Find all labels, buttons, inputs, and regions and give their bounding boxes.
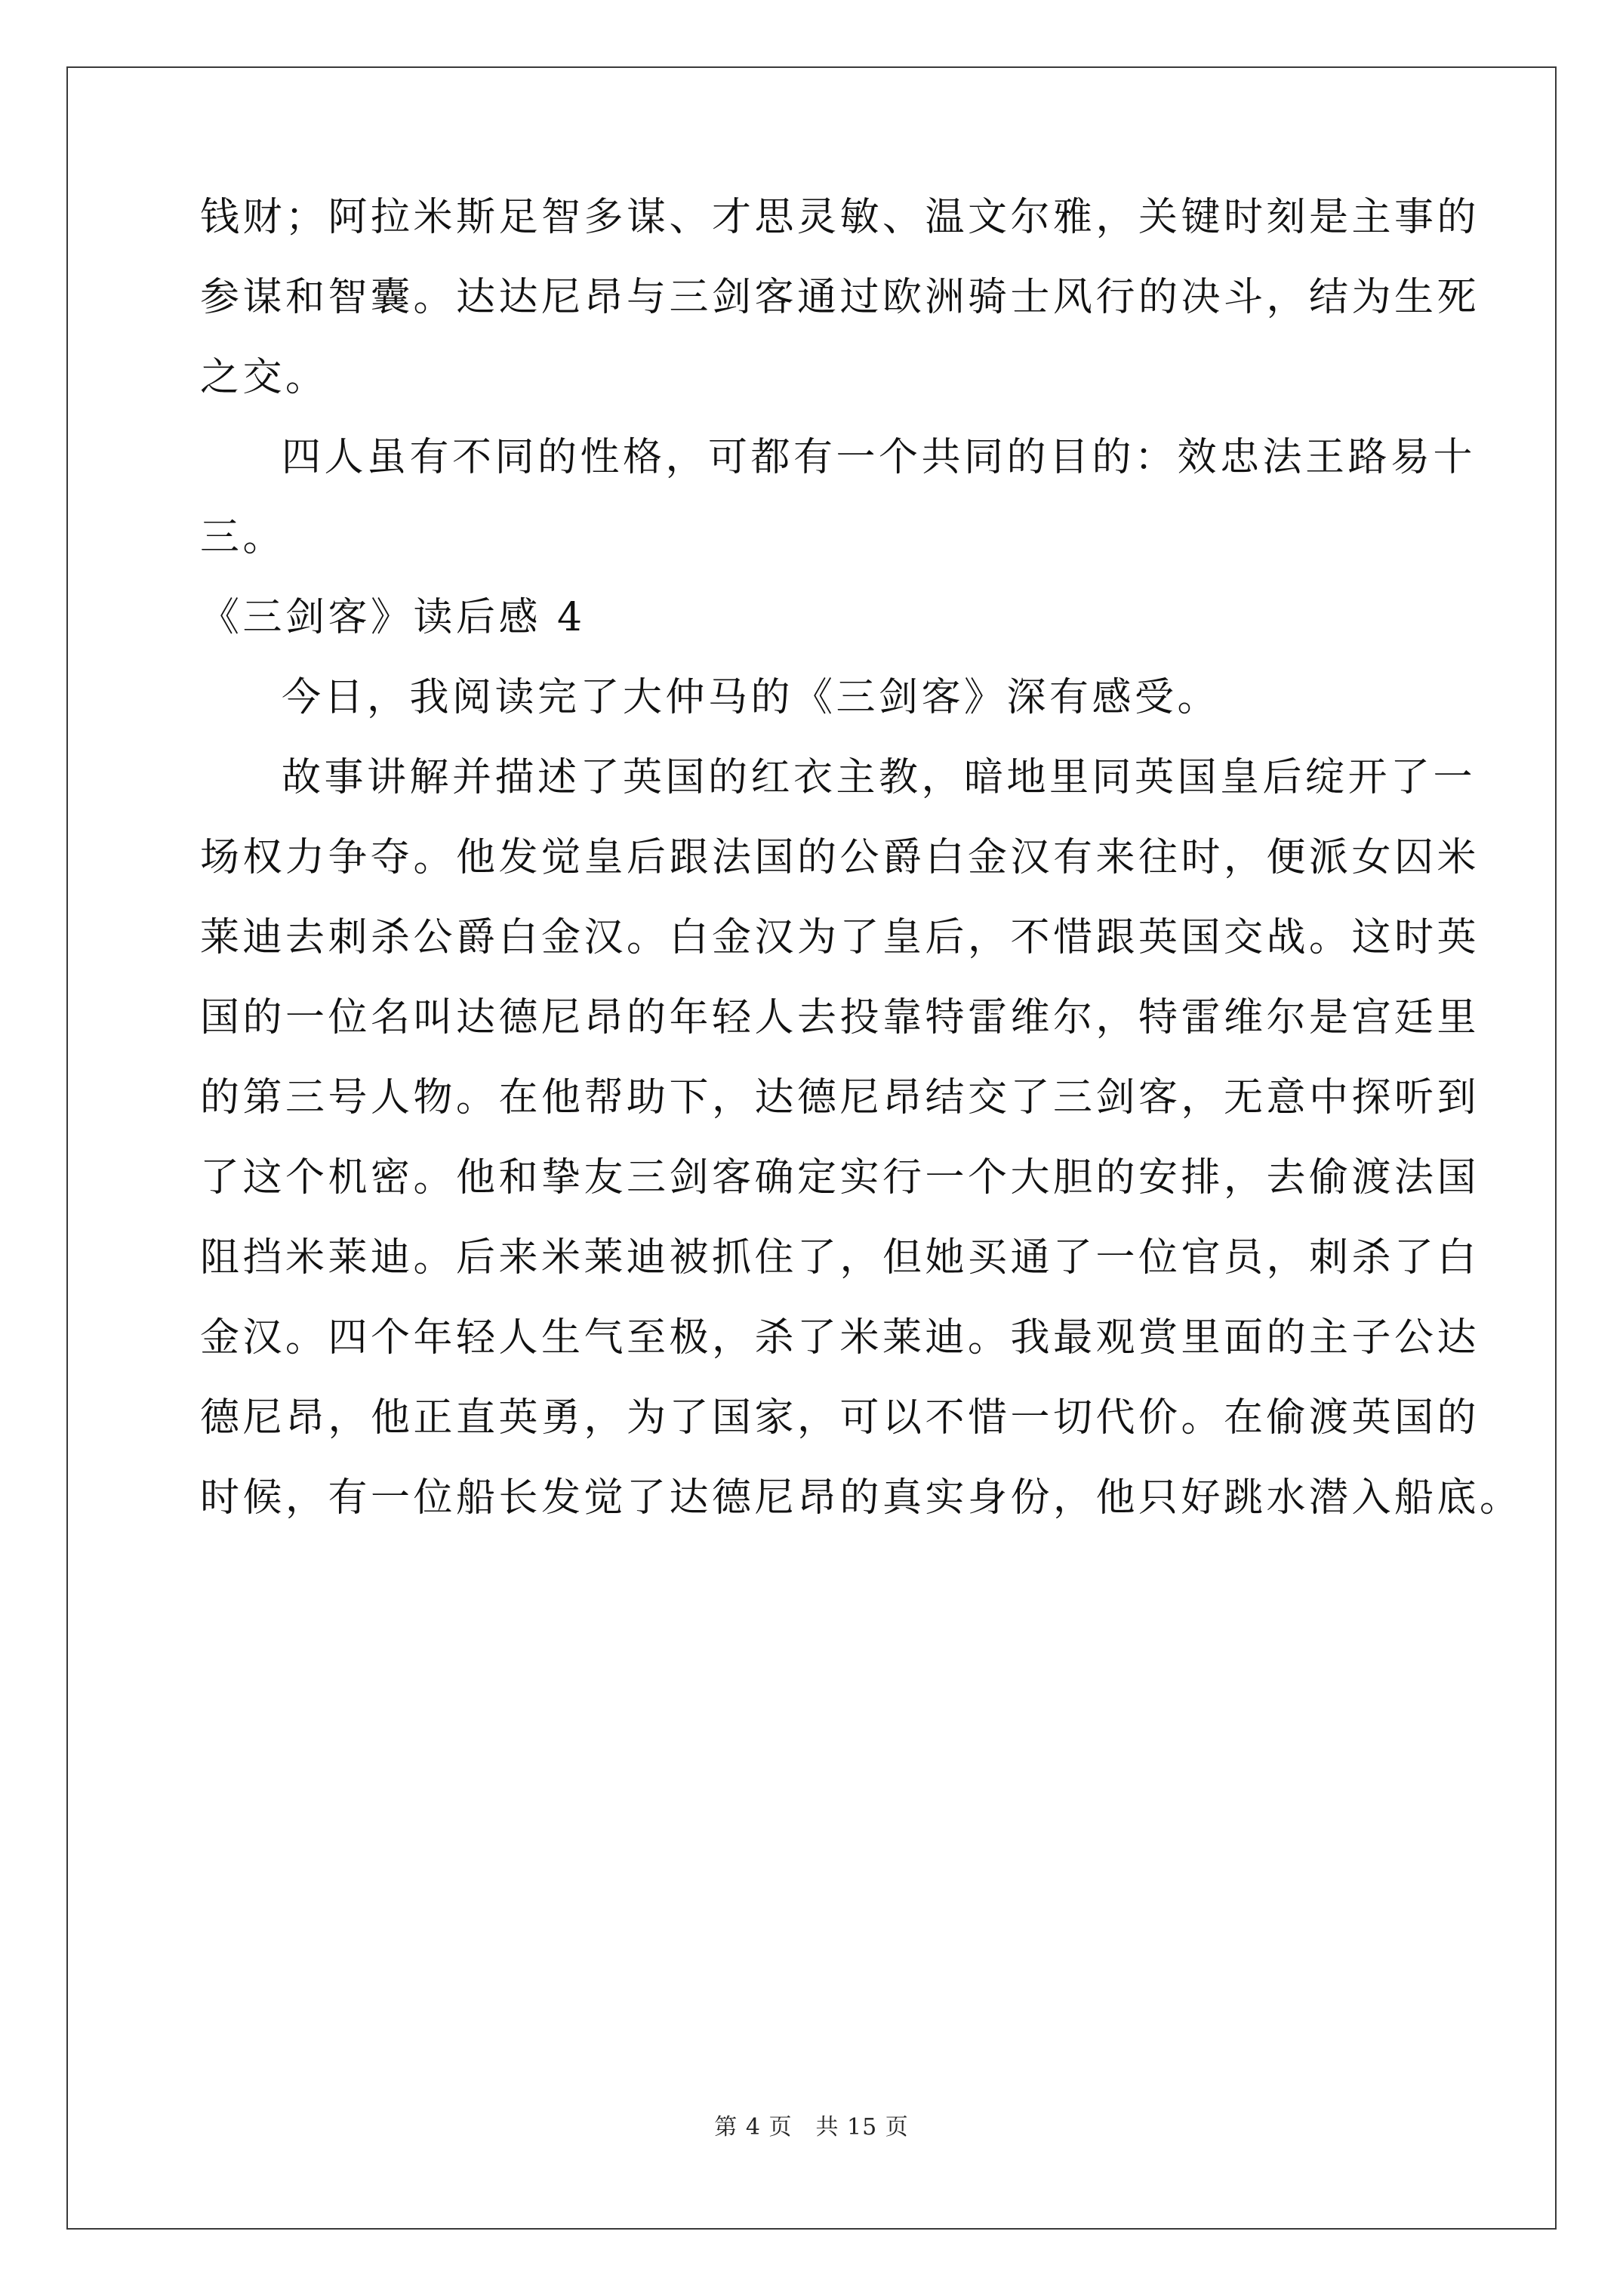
text-line: 国的一位名叫达德尼昂的年轻人去投靠特雷维尔，特雷维尔是宫廷里 <box>200 995 1480 1040</box>
paragraph-start-line: 四人虽有不同的性格，可都有一个共同的目的：效忠法王路易十 <box>282 435 1477 480</box>
page-number-footer: 第 4 页 共 15 页 <box>714 2114 909 2140</box>
text-line: 的第三号人物。在他帮助下，达德尼昂结交了三剑客，无意中探听到 <box>200 1075 1480 1120</box>
paragraph-start-line: 今日，我阅读完了大仲马的《三剑客》深有感受。 <box>282 675 1221 720</box>
text-line: 时候，有一位船长发觉了达德尼昂的真实身份，他只好跳水潜入船底。 <box>200 1475 1523 1521</box>
text-line: 三。 <box>200 515 286 560</box>
text-line: 之交。 <box>200 355 328 400</box>
section-heading: 《三剑客》读后感 4 <box>200 595 586 640</box>
text-line: 阻挡米莱迪。后来米莱迪被抓住了，但她买通了一位官员，刺杀了白 <box>200 1235 1480 1281</box>
paragraph-start-line: 故事讲解并描述了英国的红衣主教，暗地里同英国皇后绽开了一 <box>282 755 1477 800</box>
text-line: 场权力争夺。他发觉皇后跟法国的公爵白金汉有来往时，便派女囚米 <box>200 835 1480 880</box>
text-line: 金汉。四个年轻人生气至极，杀了米莱迪。我最观赏里面的主子公达 <box>200 1315 1480 1361</box>
text-line: 参谋和智囊。达达尼昂与三剑客通过欧洲骑士风行的决斗，结为生死 <box>200 275 1480 320</box>
text-line: 莱迪去刺杀公爵白金汉。白金汉为了皇后，不惜跟英国交战。这时英 <box>200 915 1480 960</box>
text-line: 了这个机密。他和挚友三剑客确定实行一个大胆的安排，去偷渡法国 <box>200 1155 1480 1200</box>
text-line: 德尼昂，他正直英勇，为了国家，可以不惜一切代价。在偷渡英国的 <box>200 1395 1480 1441</box>
text-line: 钱财；阿拉米斯足智多谋、才思灵敏、温文尔雅，关键时刻是主事的 <box>200 195 1480 240</box>
